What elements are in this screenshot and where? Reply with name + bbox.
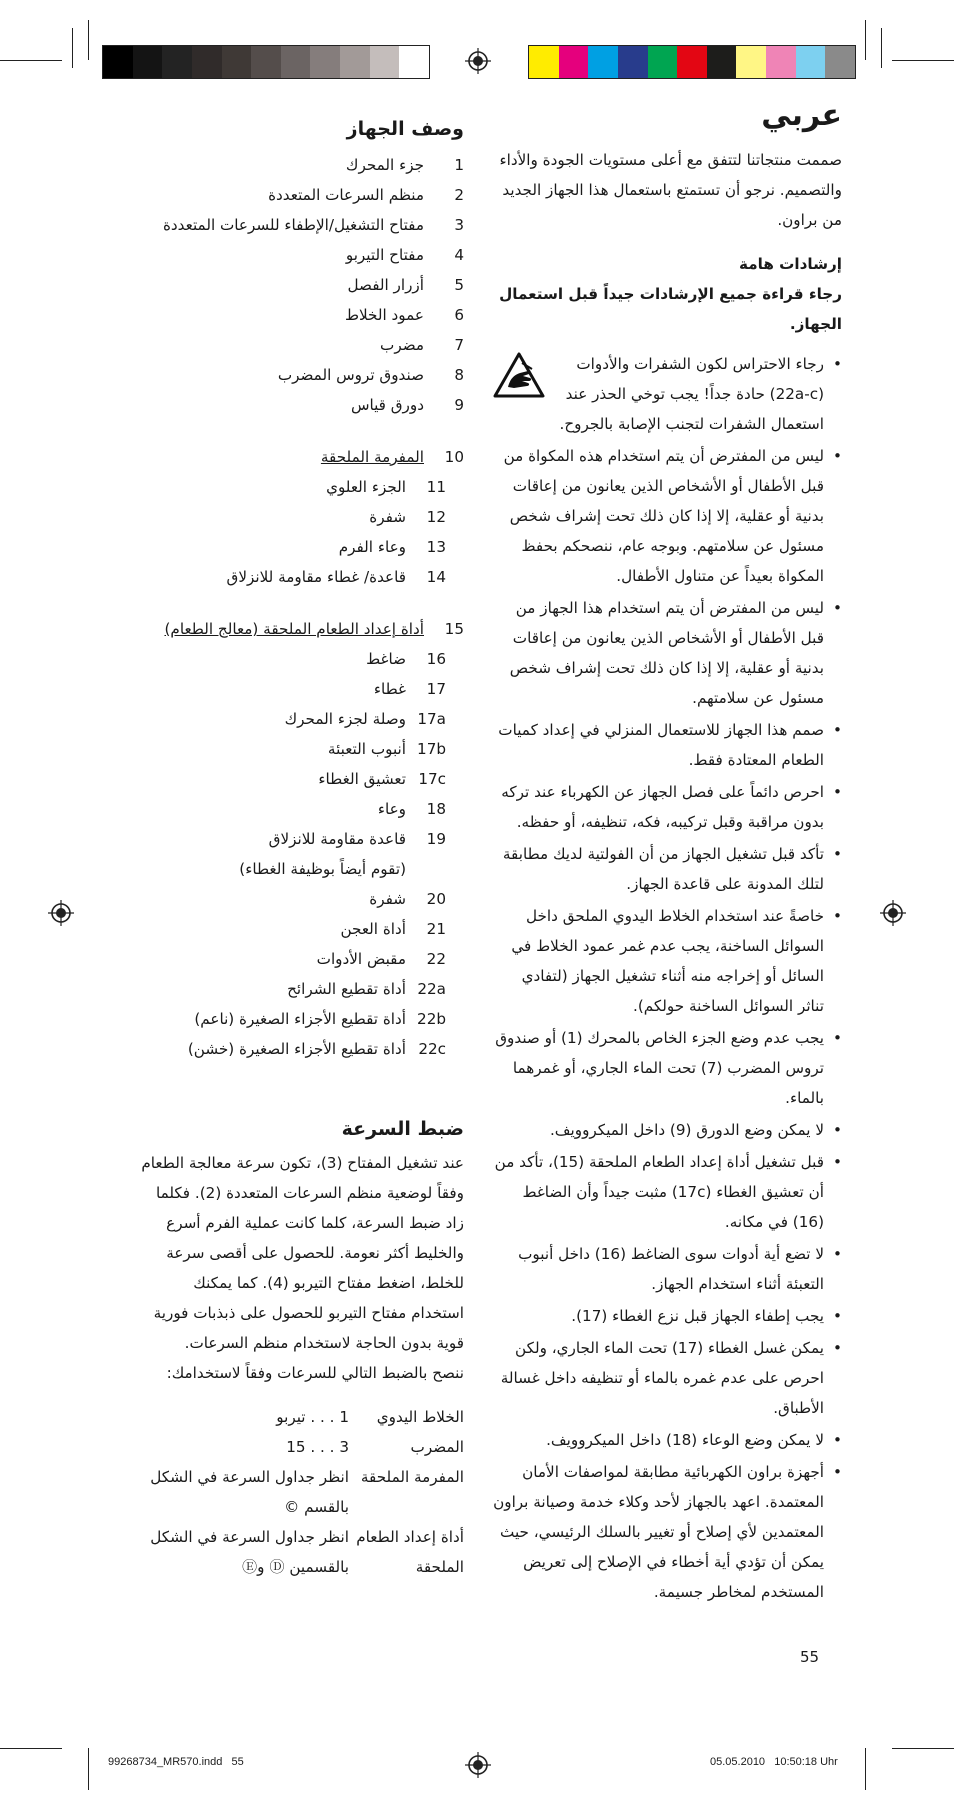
part-number: 21 [426,920,446,938]
part-number: 22 [426,950,446,968]
important-heading: إرشادات هامة [739,255,842,273]
speed-text: عند تشغيل المفتاح (3)، تكون سرعة معالجة الطعام وفقاً لوضعية منظم السرعات المتعددة (2). فكلما زاد ضبط السرعة، كلما كانت عملية الفرم أسرع والخليط أكثر نعومة. للحصول على أقصى سرعة للخلط، اضغط مفتاح التيربو (4). كما يمكنك استخدام مفتاح التيربو للحصول على ذبذبات فورية قوية بدون الحاجة لاستخدام منظم السرعات. [141,1154,464,1352]
safety-bullet: • صمم هذا الجهاز للاستعمال المنزلي في إعداد كميات الطعام المعتادة فقط. [492,715,842,775]
part-number: 14 [426,568,446,586]
part-number [406,854,446,884]
part-number: 22a [417,980,446,998]
color-swatch [192,46,222,78]
part-label: دورق قياس [350,396,424,414]
color-swatch [340,46,370,78]
part-label: قاعدة/ غطاء مقاومة للانزلاق [226,568,406,586]
hand-blade-warning-icon [492,351,546,399]
part-label: (تقوم أيضاً بوظيفة الغطاء) [239,860,406,878]
parts-list [140,150,464,420]
crop-mark [892,60,954,61]
part-row [140,704,446,734]
part-label: عمود الخلاط [344,306,424,324]
safety-bullet: • احرص دائماً على فصل الجهاز عن الكهرباء عند تركه بدون مراقبة وقبل تركيبه، فكه، تنظيفه، أو حفظه. [492,777,842,837]
crop-mark [72,28,73,68]
part-label: أداة إعداد الطعام الملحقة (معالج الطعام) [164,620,424,638]
gray-scale-bar [102,45,430,79]
part-number: 19 [426,830,446,848]
part-row [140,1004,446,1034]
part-number: 12 [426,508,446,526]
part-number: 18 [426,800,446,818]
safety-bullet: • لا تضع أية أدوات سوى الضاغط (16) داخل أنبوب التعبئة أثناء استخدام الجهاز. [492,1239,842,1299]
speed-attachment: أداة إعداد الطعام الملحقة [356,1528,464,1576]
color-swatch [766,46,796,78]
part-row [140,674,446,704]
part-label: ضاغط [366,650,406,668]
part-number: 1 [454,156,464,174]
color-swatch [677,46,707,78]
part-label: شفرة [369,508,406,526]
part-number: 10 [444,448,464,466]
part-number: 16 [426,650,446,668]
footer-timestamp: 05.05.2010 10:50:18 Uhr [710,1756,838,1768]
safety-bullet: • تأكد قبل تشغيل الجهاز من أن الفولتية لديك مطابقة لتلك المدونة على قاعدة الجهاز. [492,839,842,899]
page-number: 55 [800,1648,820,1666]
part-label: أداة تقطيع الشرائح [287,980,406,998]
part-row [140,210,464,240]
crop-mark [0,1748,62,1749]
speed-attachment: المضرب [410,1438,464,1456]
part-number: 22c [418,1040,446,1058]
speed-row [140,1522,464,1582]
part-number: 20 [426,890,446,908]
part-row [140,614,464,644]
part-label: أداة تقطيع الأجزاء الصغيرة (ناعم) [194,1010,406,1028]
safety-bullet: • ليس من المفترض أن يتم استخدام هذه المكواة من قبل الأطفال أو الأشخاص الذين يعانون من إعاقات بدنية أو عقلية، إلا إذا كان ذلك تحت إشراف شخص مسئول عن سلامتهم. وبوجه عام، ننصحكم بحفظ المكواة بعيداً عن متناول الأطفال. [492,441,842,591]
part-row [140,180,464,210]
part-label: منظم السرعات المتعددة [268,186,424,204]
part-label: أداة العجن [340,920,406,938]
footer-file: 99268734_MR570.indd 55 [108,1756,244,1768]
color-swatch [588,46,618,78]
registration-mark-icon [465,1752,491,1778]
safety-bullet: • ليس من المفترض أن يتم استخدام هذا الجهاز من قبل الأطفال أو الأشخاص الذين يعانون من إعاقات بدنية أو عقلية، إلا إذا كان ذلك تحت إشراف شخص مسئول عن سلامتهم. [492,593,842,713]
speed-heading: ضبط السرعة [341,1118,464,1140]
color-swatch [648,46,678,78]
part-row [140,734,446,764]
part-row [140,562,446,592]
part-row [140,644,446,674]
color-swatch [222,46,252,78]
color-swatch [559,46,589,78]
safety-list [492,349,842,1607]
color-swatch [618,46,648,78]
part-label: المفرمة الملحقة [320,448,424,466]
part-number: 11 [426,478,446,496]
description-column [140,118,464,1582]
crop-mark [881,28,882,68]
crop-mark [88,1748,89,1790]
part-row [140,240,464,270]
part-row [140,944,446,974]
part-label: مضرب [380,336,424,354]
speed-setting: 3 . . . 15 [286,1438,349,1456]
crop-mark [892,1748,954,1749]
color-swatch [281,46,311,78]
crop-mark [88,20,89,60]
part-row [140,360,464,390]
safety-bullet [492,349,842,439]
part-number: 8 [454,366,464,384]
part-label: أنبوب التعبئة [327,740,406,758]
part-number: 2 [454,186,464,204]
read-all-instructions: رجاء قراءة جميع الإرشادات جيداً قبل استعمال الجهاز. [499,285,842,333]
part-row [140,914,446,944]
color-swatch [370,46,400,78]
safety-bullet: • يمكن غسل الغطاء (17) تحت الماء الجاري، ولكن احرص على عدم غمره بالماء أو تنظيفه داخل غسالة الأطباق. [492,1333,842,1423]
part-number: 17b [417,740,446,758]
speed-row [140,1402,464,1432]
part-number: 7 [454,336,464,354]
part-label: غطاء [373,680,406,698]
color-swatch-bar [528,45,856,79]
color-swatch [825,46,855,78]
part-number: 17 [426,680,446,698]
part-label: مفتاح التشغيل/الإطفاء للسرعات المتعددة [162,216,424,234]
part-row [140,1034,446,1064]
chopper-parts-list [140,472,464,592]
part-row [140,974,446,1004]
color-swatch [103,46,133,78]
speed-recommendation: ننصح بالضبط التالي للسرعات وفقاً لاستخدامك: [166,1364,464,1382]
color-swatch [529,46,559,78]
part-row [140,824,446,854]
part-row [140,150,464,180]
part-label: صندوق تروس المضرب [277,366,424,384]
processor-parts-list [140,644,464,1064]
part-row [140,270,464,300]
speed-row [140,1462,464,1522]
part-number: 13 [426,538,446,556]
part-number: 22b [417,1010,446,1028]
color-swatch [310,46,340,78]
crop-mark [865,20,866,60]
part-number: 17a [417,710,446,728]
part-row [140,472,446,502]
part-label: مقبض الأدوات [316,950,406,968]
part-row [140,502,446,532]
crop-mark [865,1748,866,1790]
registration-mark-icon [880,900,906,926]
speed-attachment: المفرمة الملحقة [360,1468,464,1486]
registration-mark-icon [48,900,74,926]
color-swatch [399,46,429,78]
registration-mark-icon [465,48,491,74]
part-row [140,442,464,472]
safety-bullet: • لا يمكن وضع الوعاء (18) داخل الميكروويف. [492,1425,842,1455]
part-label: تعشيق الغطاء [318,770,406,788]
part-row [140,794,446,824]
speed-table [140,1402,464,1582]
part-number: 5 [454,276,464,294]
speed-setting: 1 . . . تيربو [276,1408,349,1426]
safety-bullet: • أجهزة براون الكهربائية مطابقة لمواصفات الأمان المعتمدة. اعهد بالجهاز لأحد وكلاء خدمة وصيانة براون المعتمدين لأي إصلاح أو تغيير بالسلك الرئيسي، حيث يمكن أن تؤدي أية أخطاء في الإصلاح إلى تعريض المستخدم لمخاطر جسيمة. [492,1457,842,1607]
safety-bullet: • خاصةً عند استخدام الخلاط اليدوي الملحق داخل السوائل الساخنة، يجب عدم غمر عمود الخلاط في السائل أو إخراجه منه أثناء تشغيل الجهاز (لتفادي تناثر السوائل الساخنة حولكم). [492,901,842,1021]
color-swatch [796,46,826,78]
safety-bullet: • قبل تشغيل أداة إعداد الطعام الملحقة (15)، تأكد من أن تعشيق الغطاء (17c) مثبت جيداً وأن الضاغط (16) في مكانه. [492,1147,842,1237]
part-number: 15 [444,620,464,638]
color-swatch [736,46,766,78]
color-swatch [162,46,192,78]
part-label: جزء المحرك [345,156,424,174]
safety-bullet: • يجب عدم وضع الجزء الخاص بالمحرك (1) أو صندوق تروس المضرب (7) تحت الماء الجاري، أو غمرهما بالماء. [492,1023,842,1113]
part-label: الجزء العلوي [326,478,406,496]
intro-text: صممت منتجاتنا لتتفق مع أعلى مستويات الجودة والأداء والتصميم. نرجو أن تستمتع باستعمال هذا الجهاز الجديد من براون. [499,151,842,229]
color-swatch [707,46,737,78]
part-label: وصلة لجزء المحرك [284,710,406,728]
part-label: شفرة [369,890,406,908]
part-number: 3 [454,216,464,234]
part-row [140,532,446,562]
part-label: وعاء [377,800,406,818]
color-swatch [251,46,281,78]
description-heading: وصف الجهاز [346,118,464,140]
speed-attachment: الخلاط اليدوي [376,1408,464,1426]
color-swatch [133,46,163,78]
part-row [140,854,446,884]
part-row [140,390,464,420]
part-label: أزرار الفصل [347,276,424,294]
speed-setting: انظر جداول السرعة في الشكل بالقسمين Ⓓ وⒺ [150,1528,349,1576]
part-label: أداة تقطيع الأجزاء الصغيرة (خشن) [187,1040,406,1058]
part-row [140,884,446,914]
safety-bullet-text: • رجاء الاحتراس لكون الشفرات والأدوات (22a-c) حادة جداً! يجب توخي الحذر عند استعمال الشفرات لتجنب الإصابة بالجروح. [559,355,824,433]
part-row [140,300,464,330]
page-title: عربي [761,98,842,133]
part-label: وعاء الفرم [338,538,406,556]
safety-bullet: • يجب إطفاء الجهاز قبل نزع الغطاء (17). [492,1301,842,1331]
part-row [140,330,464,360]
part-label: مفتاح التيربو [345,246,424,264]
part-number: 17c [418,770,446,788]
part-number: 4 [454,246,464,264]
crop-mark [0,60,62,61]
safety-column [492,98,842,1609]
safety-bullet: • لا يمكن وضع الدورق (9) داخل الميكروويف. [492,1115,842,1145]
speed-setting: انظر جداول السرعة في الشكل بالقسم © [150,1468,349,1516]
speed-row [140,1432,464,1462]
part-number: 6 [454,306,464,324]
part-number: 9 [454,396,464,414]
part-row [140,764,446,794]
part-label: قاعدة مقاومة للانزلاق [268,830,406,848]
